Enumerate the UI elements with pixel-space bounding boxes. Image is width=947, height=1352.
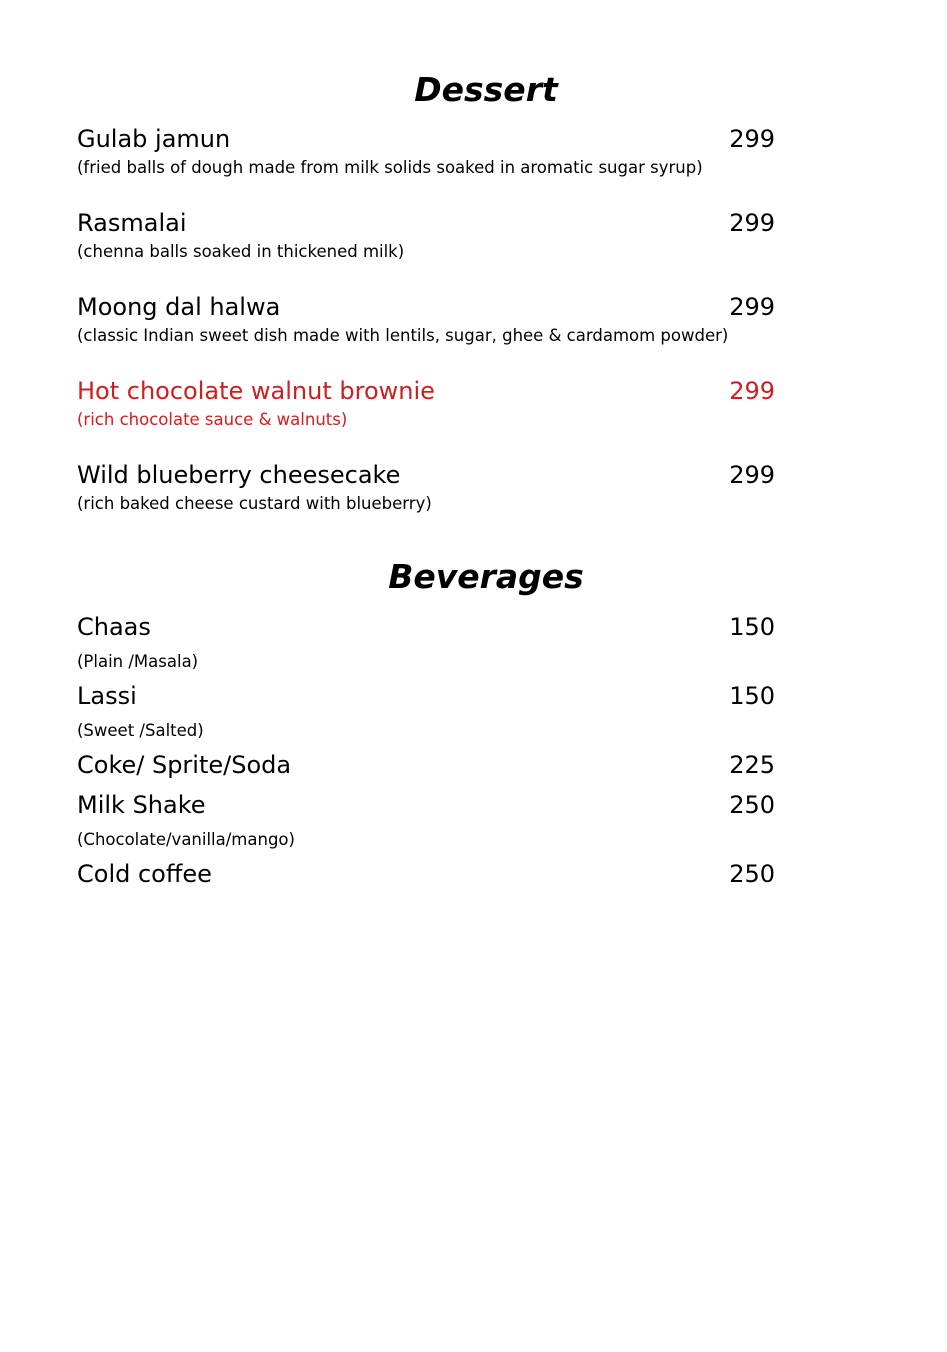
item-name: Wild blueberry cheesecake [77,461,401,489]
item-description: (Sweet /Salted) [77,721,204,740]
item-price: 150 [729,613,775,641]
item-price: 299 [729,209,775,237]
menu-item-gulab-jamun [77,122,775,180]
dessert-heading: Dessert [414,70,558,109]
item-name: Moong dal halwa [77,293,281,321]
menu-item-chaas [77,610,775,674]
item-name: Coke/ Sprite/Soda [77,751,292,779]
menu-item-moong-dal-halwa [77,290,775,348]
menu-item-wild-blueberry-cheesecake [77,458,775,516]
item-name: Chaas [77,613,151,641]
item-description: (fried balls of dough made from milk solids soaked in aromatic sugar syrup) [77,158,703,177]
item-price: 299 [729,125,775,153]
item-name: Rasmalai [77,209,187,237]
menu-item-cold-coffee [77,857,775,891]
menu-item-hot-chocolate-walnut-brownie [77,374,775,432]
item-name: Milk Shake [77,791,206,819]
item-description: (Plain /Masala) [77,652,199,671]
item-description: (classic Indian sweet dish made with lentils, sugar, ghee & cardamom powder) [77,326,729,345]
beverages-heading: Beverages [388,557,584,596]
item-name: Hot chocolate walnut brownie [77,377,435,405]
menu-item-lassi [77,679,775,743]
item-description: (chenna balls soaked in thickened milk) [77,242,405,261]
menu-item-rasmalai [77,206,775,264]
item-price: 250 [729,860,775,888]
item-name: Gulab jamun [77,125,231,153]
item-price: 299 [729,293,775,321]
item-price: 299 [729,377,775,405]
menu-item-milk-shake [77,788,775,852]
item-name: Lassi [77,682,137,710]
item-price: 250 [729,791,775,819]
item-price: 299 [729,461,775,489]
item-description: (Chocolate/vanilla/mango) [77,830,295,849]
item-name: Cold coffee [77,860,212,888]
item-description: (rich chocolate sauce & walnuts) [77,410,348,429]
item-price: 225 [729,751,775,779]
item-description: (rich baked cheese custard with blueberry) [77,494,432,513]
item-price: 150 [729,682,775,710]
menu-item-coke-sprite-soda [77,748,775,782]
